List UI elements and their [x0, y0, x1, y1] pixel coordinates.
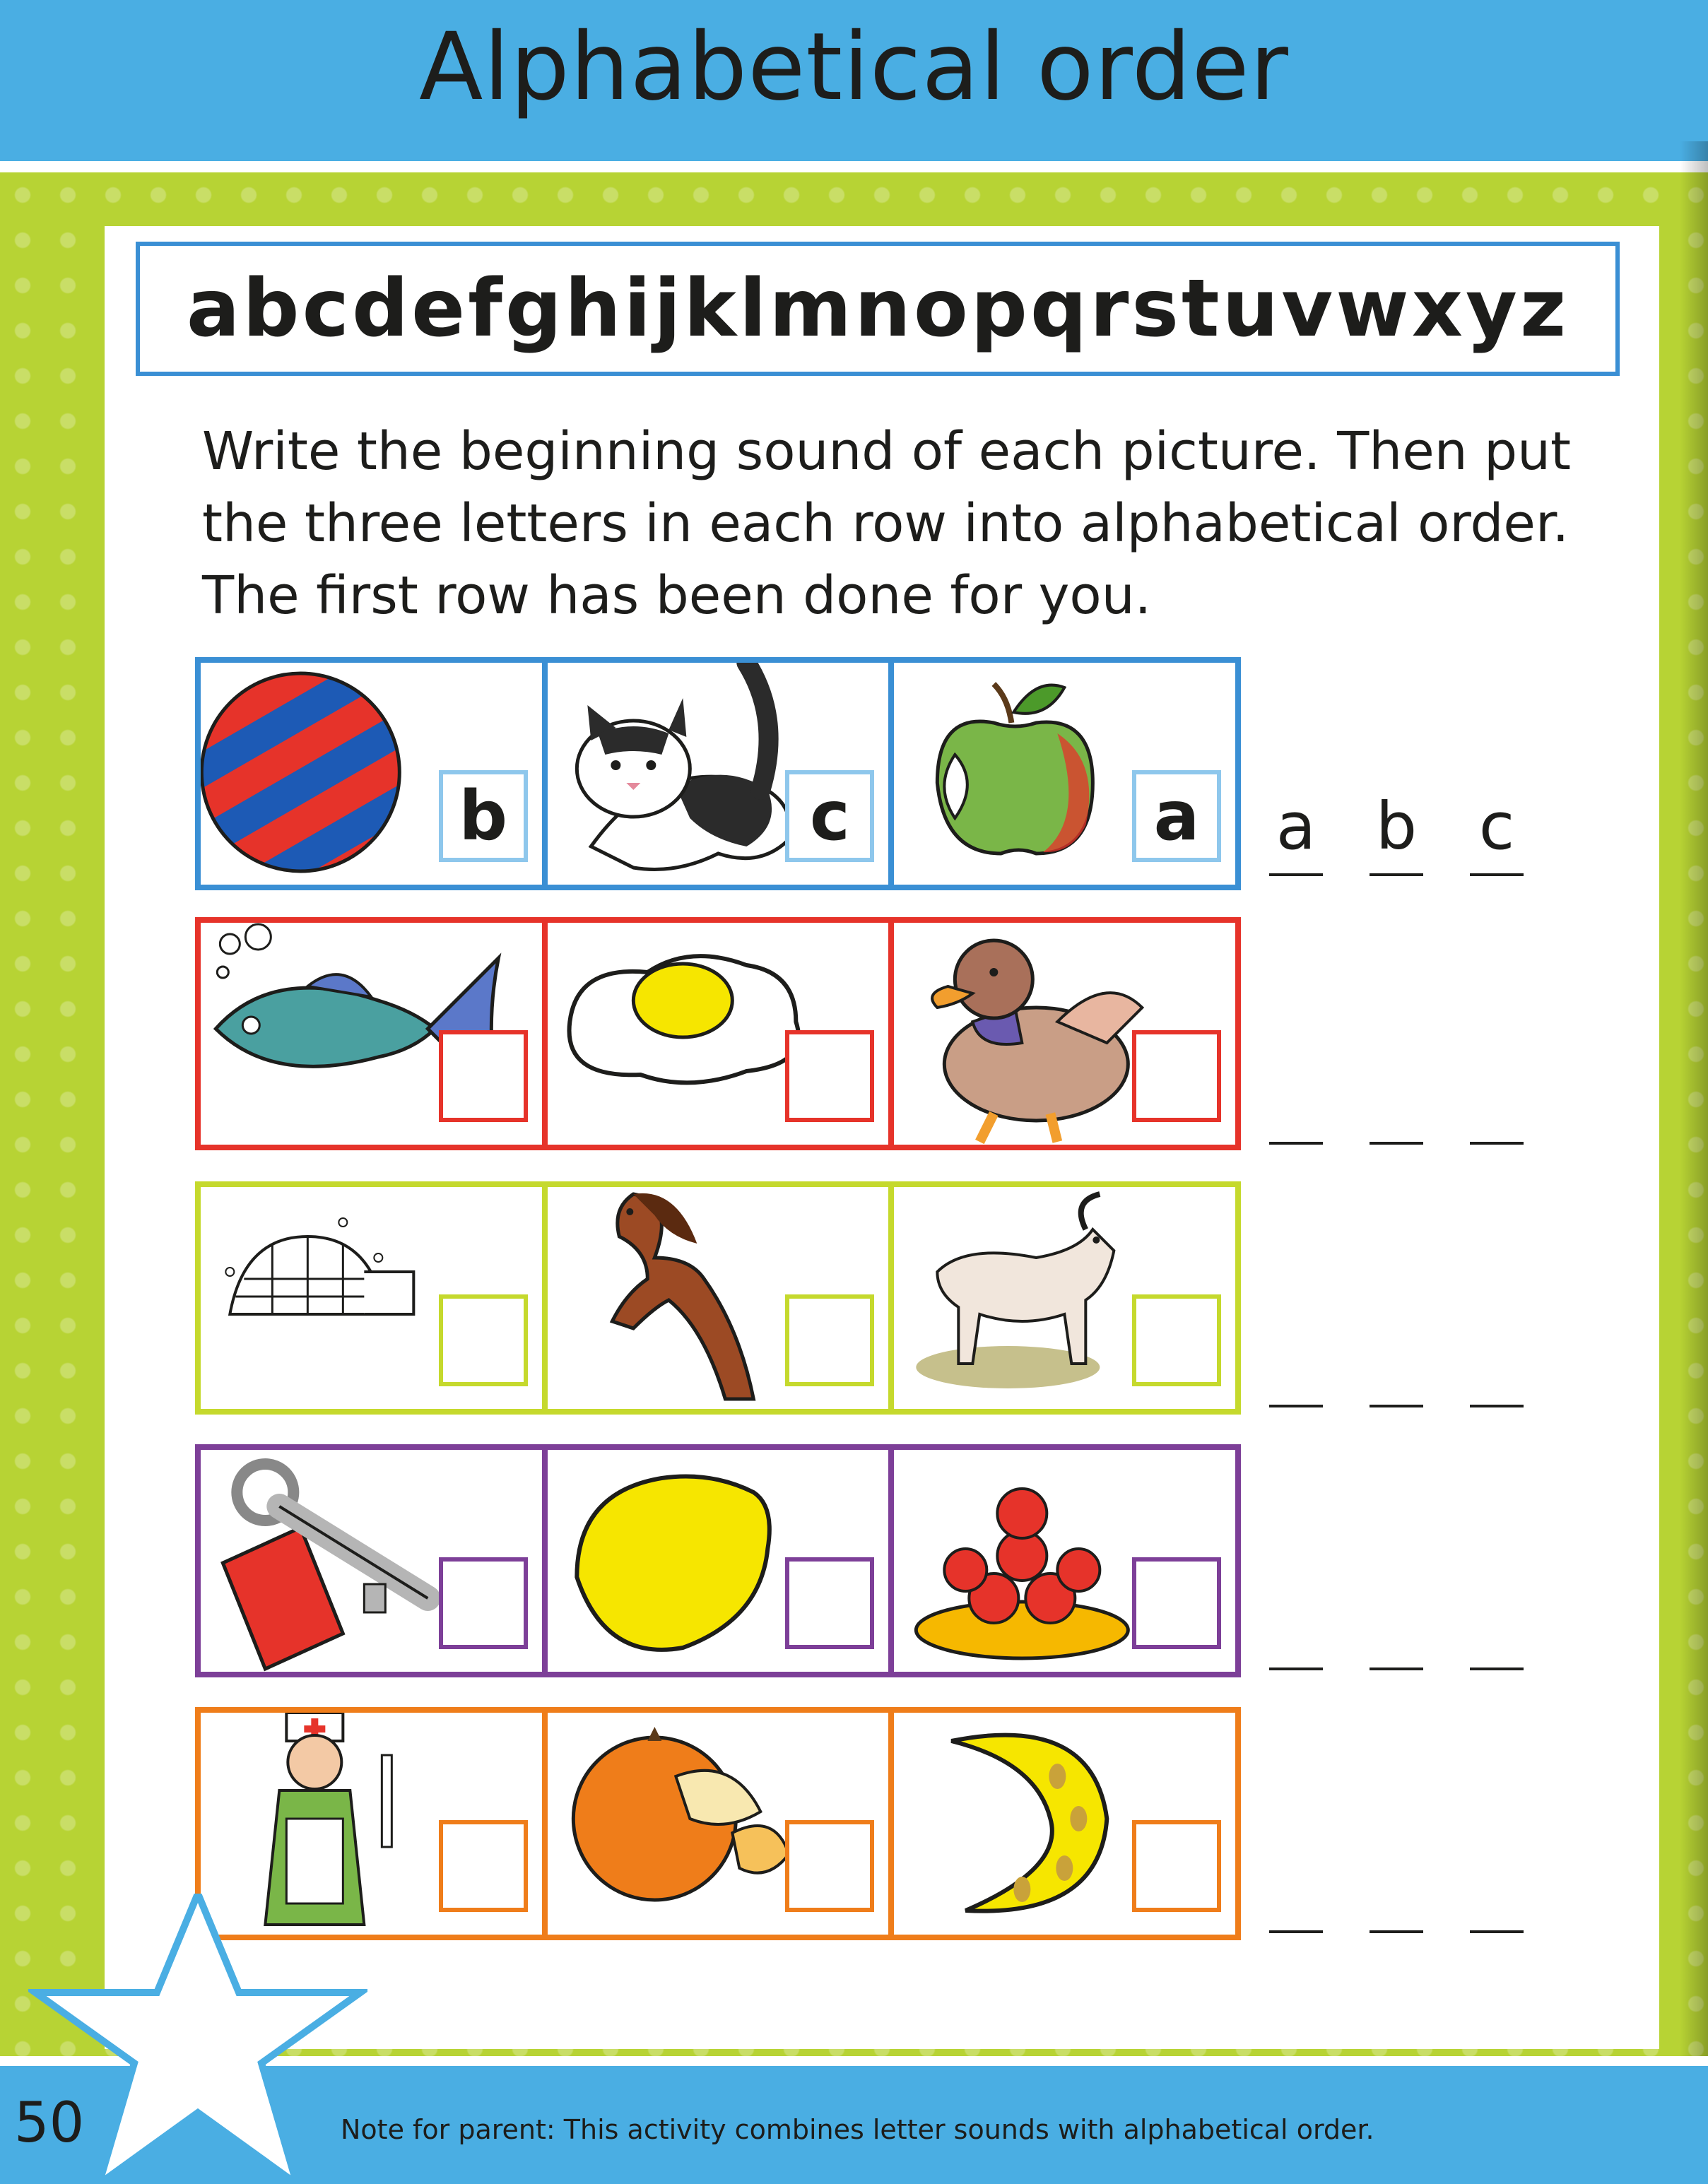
picture-row: [195, 1444, 1241, 1677]
letter-box[interactable]: [439, 1294, 528, 1386]
picture-row: [195, 657, 1241, 890]
letter-box[interactable]: b: [439, 770, 528, 862]
picture-cell: [201, 923, 548, 1145]
answer-lines: [1269, 1848, 1524, 1933]
letter-box[interactable]: [439, 1820, 528, 1912]
picture-cell: [548, 1713, 895, 1935]
page-fold-shadow: [1680, 141, 1708, 2184]
letter-box[interactable]: [1132, 1030, 1221, 1122]
answer-slot[interactable]: [1470, 1323, 1524, 1407]
letter-box[interactable]: [1132, 1820, 1221, 1912]
letter-box[interactable]: a: [1132, 770, 1221, 862]
letter-box[interactable]: [785, 1294, 874, 1386]
answer-slot[interactable]: [1269, 1323, 1323, 1407]
answer-slot[interactable]: [1370, 1586, 1423, 1670]
picture-cell: [548, 923, 895, 1145]
picture-cell: [201, 1187, 548, 1409]
picture-cell: [548, 663, 895, 885]
answer-lines: [1269, 1060, 1524, 1145]
picture-cell: [201, 663, 548, 885]
parent-note: Note for parent: This activity combines letter sounds with alphabetical order.: [341, 2114, 1374, 2145]
answer-slot[interactable]: b: [1370, 791, 1423, 876]
page-title: Alphabetical order: [419, 13, 1289, 122]
picture-cell: [548, 1450, 895, 1672]
picture-cell: [548, 1187, 895, 1409]
answer-slot[interactable]: [1269, 1060, 1323, 1145]
answer-slot[interactable]: [1470, 1848, 1524, 1933]
answer-slot[interactable]: a: [1269, 791, 1323, 876]
answer-slot[interactable]: c: [1470, 791, 1524, 876]
picture-row: [195, 1181, 1241, 1415]
answer-lines: [1269, 1323, 1524, 1407]
picture-cell: [894, 1187, 1235, 1409]
letter-box[interactable]: [1132, 1557, 1221, 1649]
letter-box[interactable]: [439, 1030, 528, 1122]
letter-box[interactable]: [439, 1557, 528, 1649]
instruction-line: Write the beginning sound of each picture. Then put: [202, 421, 1572, 482]
picture-cell: [894, 663, 1235, 885]
picture-cell: [201, 1450, 548, 1672]
picture-cell: [894, 1450, 1235, 1672]
picture-cell: [894, 923, 1235, 1145]
alphabet-strip: abcdefghijklmnopqrstuvwxyz: [136, 242, 1620, 376]
header-divider: [0, 161, 1708, 172]
page-number: 50: [14, 2091, 85, 2155]
answer-slot[interactable]: [1370, 1323, 1423, 1407]
answer-slot[interactable]: [1370, 1060, 1423, 1145]
instructions: [202, 415, 1580, 632]
picture-cell: [894, 1713, 1235, 1935]
letter-box[interactable]: [1132, 1294, 1221, 1386]
answer-slot[interactable]: [1470, 1060, 1524, 1145]
letter-box[interactable]: [785, 1030, 874, 1122]
answer-lines: [1269, 791, 1524, 876]
letter-box[interactable]: [785, 1820, 874, 1912]
answer-lines: [1269, 1586, 1524, 1670]
answer-slot[interactable]: [1269, 1848, 1323, 1933]
instruction-line: The first row has been done for you.: [202, 565, 1152, 626]
instruction-line: the three letters in each row into alphabetical order.: [202, 493, 1569, 554]
letter-box[interactable]: c: [785, 770, 874, 862]
letter-box[interactable]: [785, 1557, 874, 1649]
picture-row: [195, 917, 1241, 1150]
answer-slot[interactable]: [1470, 1586, 1524, 1670]
answer-slot[interactable]: [1370, 1848, 1423, 1933]
answer-slot[interactable]: [1269, 1586, 1323, 1670]
